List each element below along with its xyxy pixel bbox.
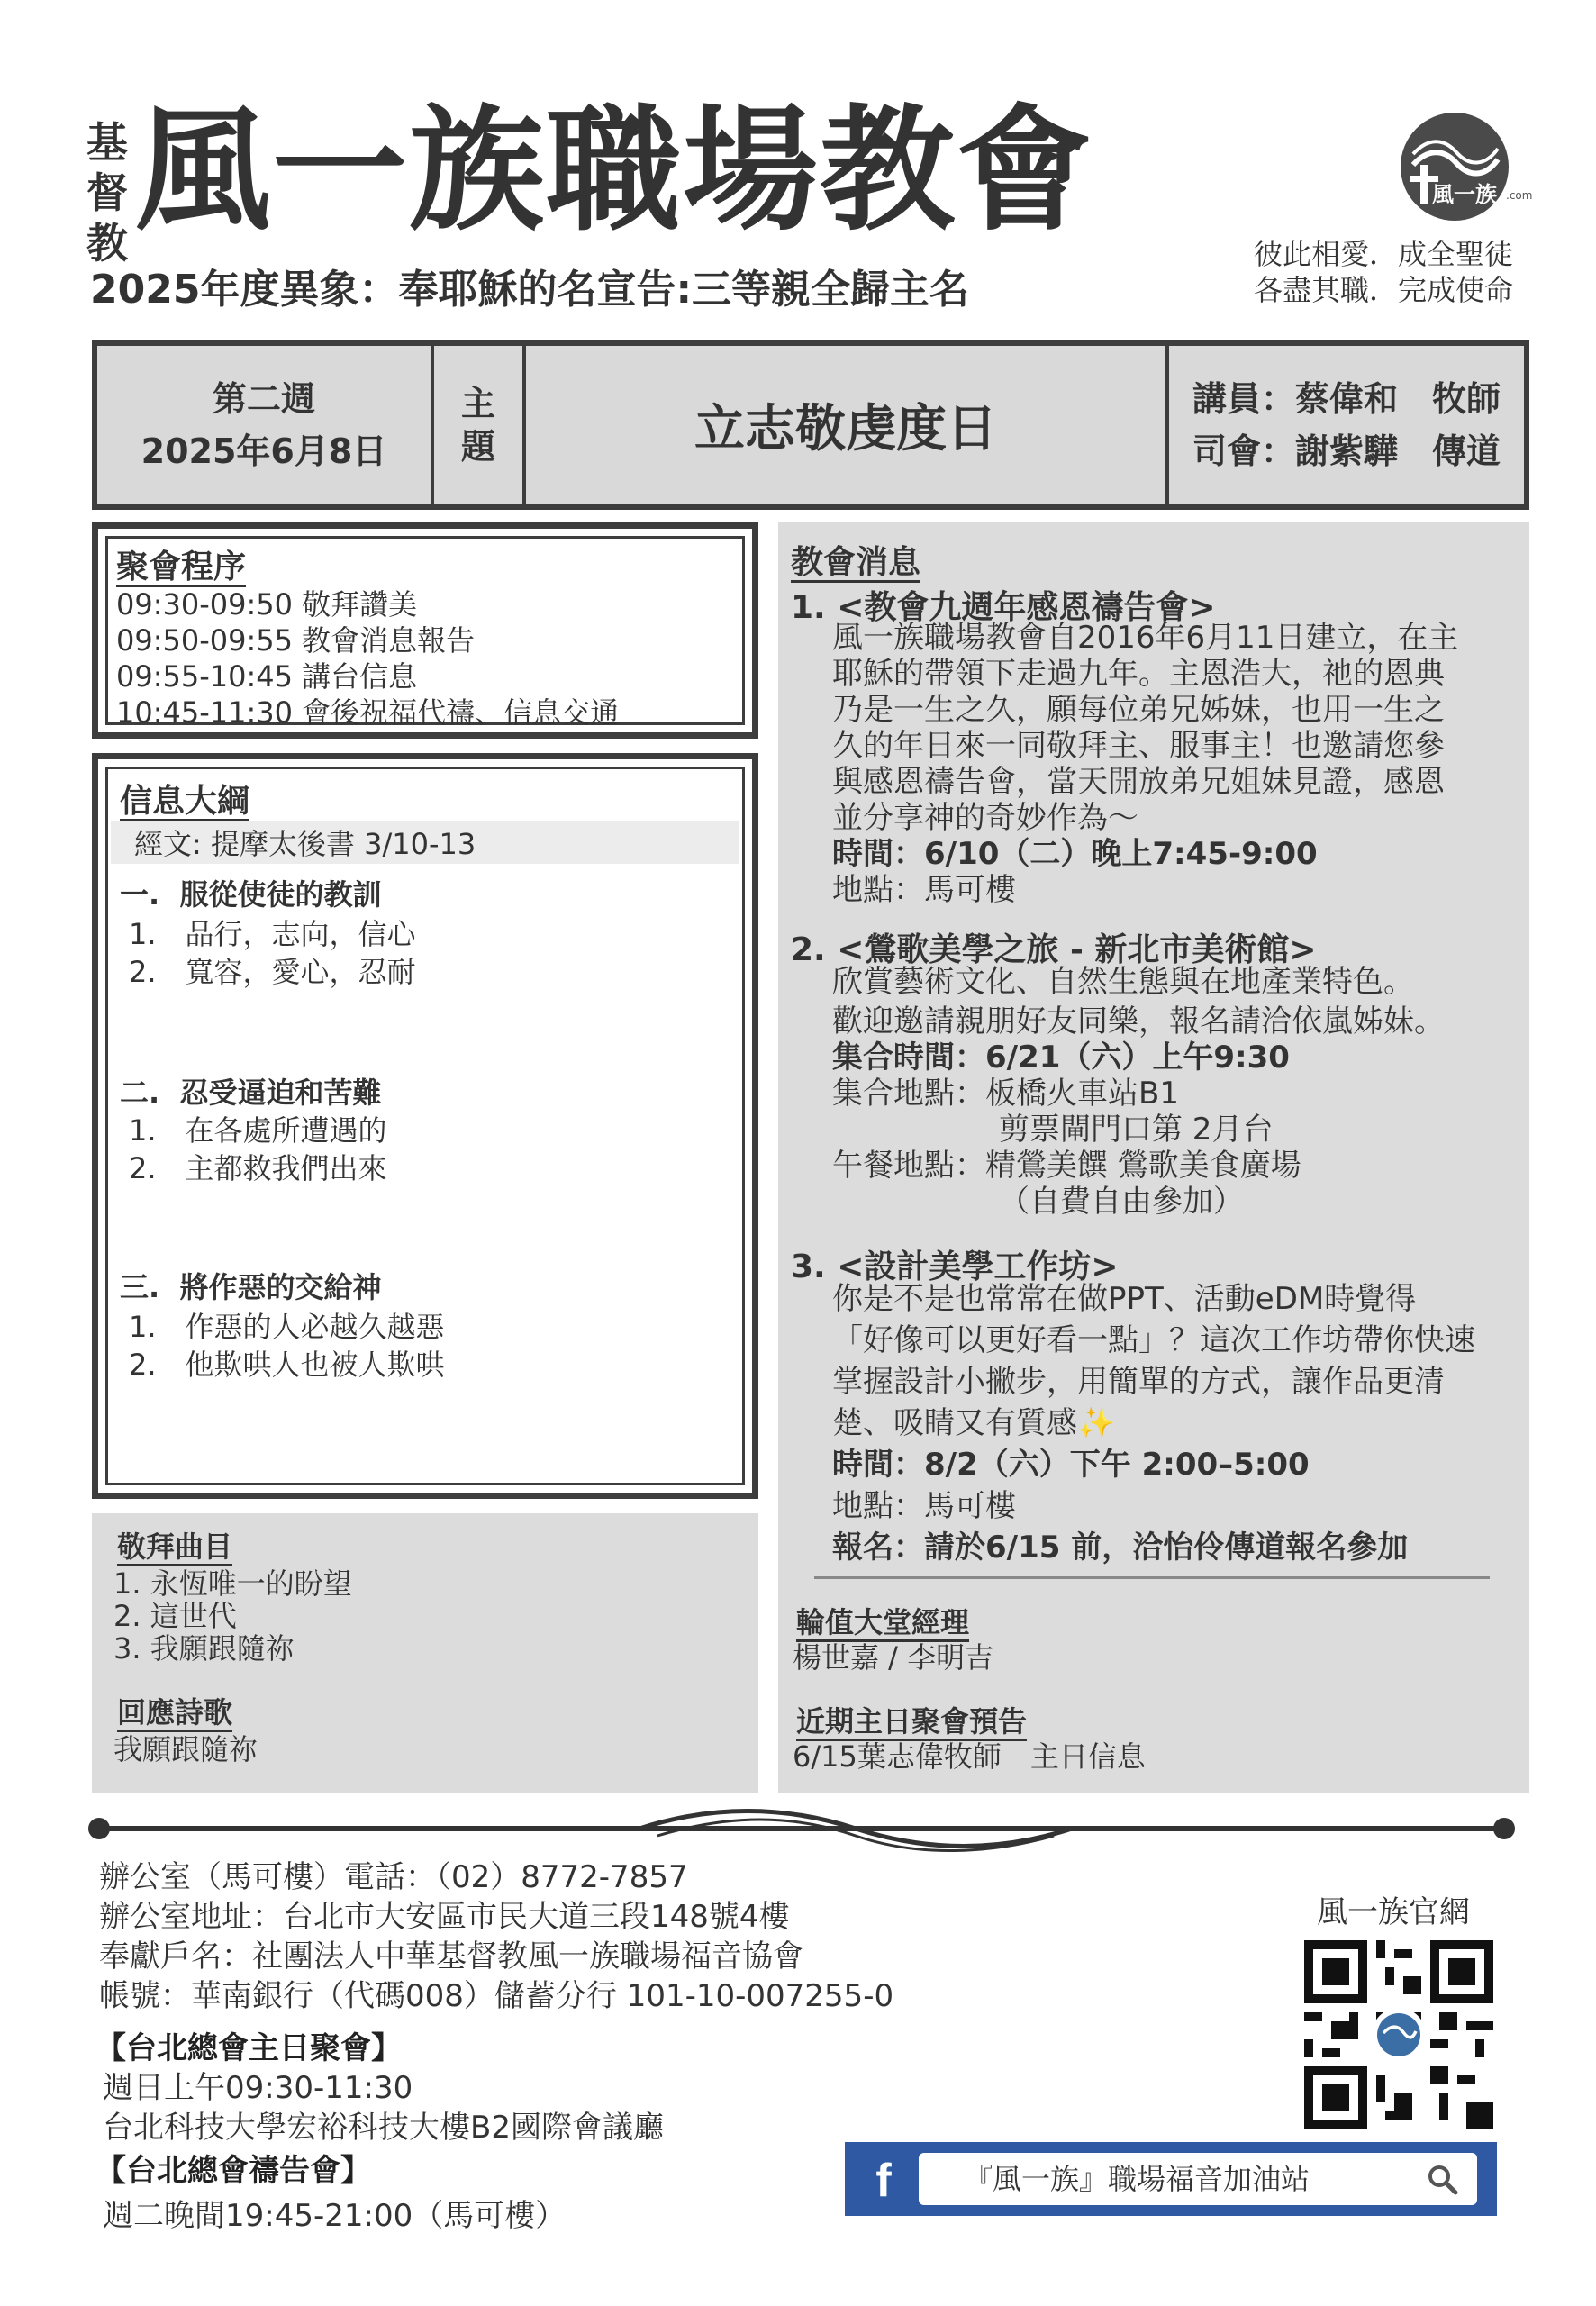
annual-vision: 2025年度異象：奉耶穌的名宣告:三等親全歸主名 xyxy=(90,267,970,313)
office-phone: 辦公室（馬可樓）電話：（02）8772-7857 xyxy=(99,1859,688,1895)
logo-domain: .com xyxy=(1506,189,1533,202)
news-item-2-place-detail: 剪票閘門口第 2月台 xyxy=(999,1112,1274,1148)
outline-point: 1. 在各處所遭遇的 xyxy=(129,1113,387,1148)
search-icon[interactable] xyxy=(1425,2162,1461,2198)
worship-heading: 敬拜曲目 xyxy=(117,1530,233,1564)
outline-point: 1. 作惡的人必越久越惡 xyxy=(129,1310,445,1344)
qr-label: 風一族官網 xyxy=(1317,1894,1470,1930)
section-num: 一. xyxy=(120,877,160,912)
manager-heading: 輪值大堂經理 xyxy=(796,1605,970,1639)
program-item: 10:45-11:30 會後祝福代禱、信息交通 xyxy=(116,695,620,730)
theme-label-2: 題 xyxy=(460,427,495,467)
news-item-2-time: 集合時間：6/21（六）上午9:30 xyxy=(832,1040,1290,1076)
section-title: 忍受逼迫和苦難 xyxy=(179,1076,382,1110)
program-item: 09:50-09:55 教會消息報告 xyxy=(116,623,476,658)
news-line: 久的年日來一同敬拜主、服事主！也邀請您參 xyxy=(832,728,1445,764)
song-item: 1. 永恆唯一的盼望 xyxy=(113,1566,352,1601)
motto-line-1: 彼此相愛．成全聖徒 xyxy=(1253,237,1513,271)
speaker-cell xyxy=(1169,346,1524,504)
news-line: 耶穌的帶領下走過九年。主恩浩大，祂的恩典 xyxy=(832,656,1445,692)
news-item-1-place: 地點：馬可樓 xyxy=(832,872,1016,908)
response-song: 我願跟隨祢 xyxy=(113,1732,258,1766)
motto-line-2: 各盡其職．完成使命 xyxy=(1253,273,1513,307)
scripture: 經文: 提摩太後書 3/10-13 xyxy=(134,827,476,861)
section-title: 服從使徒的教訓 xyxy=(179,877,382,912)
song-item: 3. 我願跟隨祢 xyxy=(113,1631,295,1666)
news-line: 楚、吸睛又有質感✨ xyxy=(832,1405,1116,1441)
news-item-2-lunch: 午餐地點：精鶯美饌 鶯歌美食廣場 xyxy=(832,1148,1301,1184)
outline-section-3 xyxy=(120,1269,381,1305)
program-item: 09:55-10:45 講台信息 xyxy=(116,659,418,694)
news-line: 與感恩禱告會，當天開放弟兄姐妹見證，感恩 xyxy=(832,764,1445,800)
sermon-topic: 立志敬虔度日 xyxy=(526,346,1169,504)
prayer-time: 週二晚間19:45-21:00（馬可樓） xyxy=(103,2198,567,2234)
church-prefix: 基督教 xyxy=(86,118,128,268)
outline-heading: 信息大綱 xyxy=(120,783,250,820)
news-divider xyxy=(814,1576,1490,1579)
news-line: 乃是一生之久，願每位弟兄姊妹，也用一生之 xyxy=(832,692,1445,728)
program-heading: 聚會程序 xyxy=(116,549,247,586)
news-item-2-title: 2. <鶯歌美學之旅 - 新北市美術館> xyxy=(791,931,1317,968)
news-line: 欣賞藝術文化、自然生態與在地產業特色。 xyxy=(832,964,1414,1000)
theme-label-1: 主 xyxy=(460,384,495,423)
church-title: 風一族職場教會 xyxy=(135,93,1094,250)
prayer-heading: 【台北總會禱告會】 xyxy=(95,2153,371,2189)
facebook-page-name: 『風一族』職場福音加油站 xyxy=(964,2162,1310,2196)
news-item-3-place: 地點：馬可樓 xyxy=(832,1488,1016,1524)
section-num: 三. xyxy=(120,1270,160,1304)
qr-code-icon[interactable] xyxy=(1304,1940,1493,2129)
outline-point: 2. 主都救我們出來 xyxy=(129,1151,387,1185)
week-cell xyxy=(97,346,434,504)
service-info-box xyxy=(92,340,1529,510)
speaker: 講員：蔡偉和 牧師 xyxy=(1192,379,1501,419)
outline-point: 1. 品行，志向，信心 xyxy=(129,917,416,951)
response-heading: 回應詩歌 xyxy=(117,1695,233,1730)
news-item-3-title: 3. <設計美學工作坊> xyxy=(791,1248,1119,1285)
section-num: 二. xyxy=(120,1076,160,1110)
program-item: 09:30-09:50 敬拜讚美 xyxy=(116,587,418,622)
facebook-icon[interactable]: f xyxy=(857,2153,910,2205)
sunday-heading: 【台北總會主日聚會】 xyxy=(95,2030,402,2066)
news-line: 掌握設計小撇步，用簡單的方式，讓作品更清 xyxy=(832,1364,1445,1400)
news-item-3-time: 時間：8/2（六）下午 2:00–5:00 xyxy=(832,1447,1310,1483)
news-item-1-time: 時間：6/10（二）晚上7:45-9:00 xyxy=(832,836,1318,872)
outline-box xyxy=(92,753,758,1499)
service-week: 第二週 xyxy=(212,379,315,419)
outline-point: 2. 寬容，愛心，忍耐 xyxy=(129,955,416,989)
news-line: 「好像可以更好看一點」？這次工作坊帶你快速 xyxy=(832,1322,1475,1358)
section-title: 將作惡的交給神 xyxy=(179,1270,382,1304)
news-item-3-signup: 報名：請於6/15 前，洽怡伶傳道報名參加 xyxy=(832,1530,1409,1566)
account-number: 帳號：華南銀行（代碼008）儲蓄分行 101-10-007255-0 xyxy=(99,1978,894,2014)
outline-section-1 xyxy=(120,876,381,912)
logo-text: 風一族 xyxy=(1432,182,1497,207)
church-motto xyxy=(1171,236,1513,308)
worship-box xyxy=(92,1513,758,1793)
account-name: 奉獻戶名：社團法人中華基督教風一族職場福音協會 xyxy=(99,1938,803,1975)
outline-point: 2. 他欺哄人也被人欺哄 xyxy=(129,1348,445,1382)
news-line: 歡迎邀請親朋好友同樂，報名請洽依嵐姊妹。 xyxy=(832,1003,1445,1040)
host: 司會：謝紫驊 傳道 xyxy=(1192,431,1501,471)
sunday-place: 台北科技大學宏裕科技大樓B2國際會議廳 xyxy=(103,2110,664,2146)
news-line: 風一族職場教會自2016年6月11日建立，在主 xyxy=(832,620,1459,656)
news-box xyxy=(778,522,1529,1793)
footer-divider xyxy=(81,1802,1522,1856)
manager-names: 楊世嘉 / 李明吉 xyxy=(793,1640,994,1675)
sunday-time: 週日上午09:30-11:30 xyxy=(103,2070,413,2106)
office-address: 辦公室地址：台北市大安區市民大道三段148號4樓 xyxy=(99,1899,790,1935)
news-item-1-title: 1. <教會九週年感恩禱告會> xyxy=(791,589,1216,626)
preview-heading: 近期主日聚會預告 xyxy=(796,1704,1028,1739)
news-item-2-place: 集合地點：板橋火車站B1 xyxy=(832,1076,1179,1112)
news-item-2-lunch-note: （自費自由參加） xyxy=(999,1184,1244,1220)
preview-text: 6/15葉志偉牧師 主日信息 xyxy=(793,1739,1146,1774)
news-heading: 教會消息 xyxy=(791,544,921,581)
service-date: 2025年6月8日 xyxy=(141,431,387,471)
program-box xyxy=(92,522,758,739)
song-item: 2. 這世代 xyxy=(113,1599,237,1633)
theme-label-cell xyxy=(434,346,526,504)
news-line: 並分享神的奇妙作為～ xyxy=(832,800,1138,836)
outline-section-2 xyxy=(120,1075,381,1111)
news-line: 你是不是也常常在做PPT、活動eDM時覺得 xyxy=(832,1281,1417,1317)
